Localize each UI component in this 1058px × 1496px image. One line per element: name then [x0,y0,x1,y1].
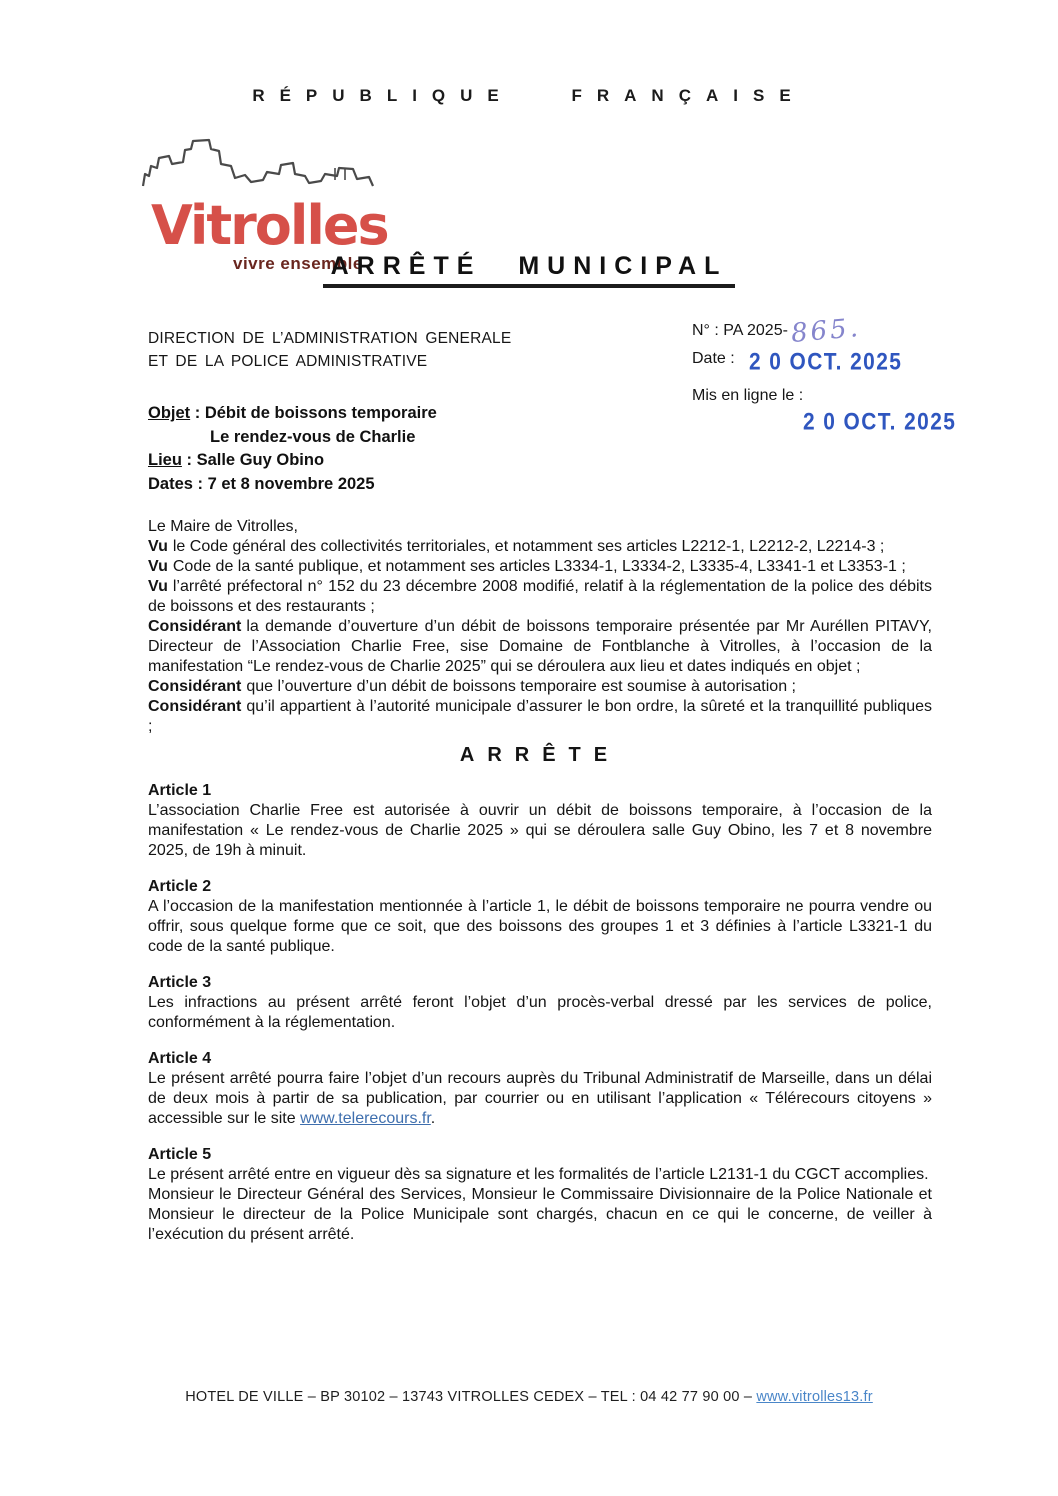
salutation: Le Maire de Vitrolles, [148,518,298,535]
objet-label: Objet [148,404,191,422]
issuer-line2: ET DE LA POLICE ADMINISTRATIVE [148,353,428,370]
vitrolles-website-link[interactable]: www.vitrolles13.fr [756,1389,873,1405]
article-4 [148,1049,932,1129]
recital [148,697,932,737]
subject-block [148,402,437,496]
date-row [692,350,964,374]
article-title: Article 3 [148,974,212,991]
recital [148,537,932,557]
recital-text: l’arrêté préfectoral n° 152 du 23 décembre 2008 modifié, relatif à la réglementation de la police des débits de boissons et des restaurants ; [148,578,932,615]
recital-lead: Vu [148,558,168,575]
recital-lead: Considérant [148,678,242,695]
article-title: Article 2 [148,878,212,895]
issuer-line1: DIRECTION DE L’ADMINISTRATION GENERALE [148,330,512,347]
article-5 [148,1145,932,1245]
logo-tagline: vivre ensemble [233,254,363,273]
numero-label: N° : PA 2025- [692,322,788,339]
numero-handwritten: 865. [789,313,863,349]
lieu-label: Lieu [148,451,182,469]
recital-text: la demande d’ouverture d’un débit de boissons temporaire présentée par Mr Auréllen PITAVY, Directeur de l’Association Charlie Free, sise Domaine de Fontblanche à Vitrolles, à l’occasion de la manifestation “Le rendez-vous de Charlie 2025” qui se déroulera aux lieu et dates indiqués en objet ; [148,618,932,675]
article-paragraph: L’association Charlie Free est autorisée à ouvrir un débit de boissons temporaire, à l’occasion de la manifestation « Le rendez-vous de Charlie 2025 » qui se déroulera salle Guy Obino, les 7 et 8 novembre 2025, de 19h à minuit. [148,802,932,859]
title-row [0,252,1058,288]
online-stamp-row [692,408,964,434]
reference-block [692,313,964,435]
lieu-text: : Salle Guy Obino [181,451,325,469]
article-1 [148,781,932,861]
article-paragraph: Les infractions au présent arrêté feront l’objet d’un procès-verbal dressé par les services de police, conformément à la réglementation. [148,994,932,1031]
recital-lead: Considérant [148,698,242,715]
document-title: ARRÊTÉ MUNICIPAL [323,252,736,288]
article-paragraph: A l’occasion de la manifestation mentionnée à l’article 1, le débit de boissons temporaire ne pourra vendre ou offrir, sous quelque forme que ce soit, que des boissons des groupes 1 et 3 définies à l’article L3321-1 du code de la santé publique. [148,898,932,955]
article-paragraph: Monsieur le Directeur Général des Services, Monsieur le Commissaire Divisionnaire de la Police Nationale et Monsieur le directeur de la Police Municipale sont chargés, chacun en ce qui le concerne, de veiller à l’exécution du présent arrêté. [148,1186,932,1243]
article-text-before-link: Le présent arrêté pourra faire l’objet d’un recours auprès du Tribunal Administratif de Marseille, dans un délai de deux mois à partir de sa publication, par courrier ou en utilisant l’application « Télérecours citoyens » accessible sur le site [148,1070,932,1127]
lieu-line [148,449,437,473]
recital-lead: Considérant [148,618,242,635]
article-text-after-link: . [430,1110,436,1127]
article-title: Article 4 [148,1050,212,1067]
objet-line [148,402,437,426]
article-title: Article 5 [148,1146,212,1163]
recital-lead: Vu [148,578,168,595]
document-body [148,517,932,1261]
logo-wordmark: Vitrolles [151,194,388,257]
article-2 [148,877,932,957]
recital-lead: Vu [148,538,168,555]
dates-line: Dates : 7 et 8 novembre 2025 [148,474,375,493]
recital-text: qu’il appartient à l’autorité municipale d’assurer le bon ordre, la sûreté et la tranquillité publiques ; [148,698,932,735]
article-title: Article 1 [148,782,212,799]
footer-text: HOTEL DE VILLE – BP 30102 – 13743 VITROLLES CEDEX – TEL : 04 42 77 90 00 – [185,1389,757,1405]
article-3 [148,973,932,1033]
recital-text: Code de la santé publique, et notamment ses articles L3334-1, L3334-2, L3335-4, L3341-1 et L3353-1 ; [172,558,906,575]
objet-text: : Débit de boissons temporaire [190,404,437,422]
telerecours-link[interactable]: www.telerecours.fr [300,1110,431,1127]
issuing-department [148,327,511,373]
recital [148,617,932,677]
recital [148,557,932,577]
recital [148,677,932,697]
recital-text: le Code général des collectivités territoriales, et notamment ses articles L2212-1, L2212-2, L2214-3 ; [172,538,885,555]
date-stamp: 2 0 OCT. 2025 [748,348,902,375]
numero-row [692,313,964,349]
recital [148,577,932,617]
online-label: Mis en ligne le : [692,387,804,404]
recital-text: que l’ouverture d’un débit de boissons temporaire est soumise à autorisation ; [246,678,796,695]
article-paragraph [148,1069,932,1129]
footer [0,1389,1058,1405]
online-stamp: 2 0 OCT. 2025 [802,408,956,435]
republique-heading: RÉPUBLIQUE FRANÇAISE [252,86,806,105]
arrete-heading: ARRÊTE [459,744,621,766]
skyline-icon [139,136,389,188]
article-paragraph: Le présent arrêté entre en vigueur dès sa signature et les formalités de l’article L2131-1 du CGCT accomplies. [148,1166,929,1183]
date-label: Date : [692,350,735,367]
objet-line2: Le rendez-vous de Charlie [210,427,416,446]
